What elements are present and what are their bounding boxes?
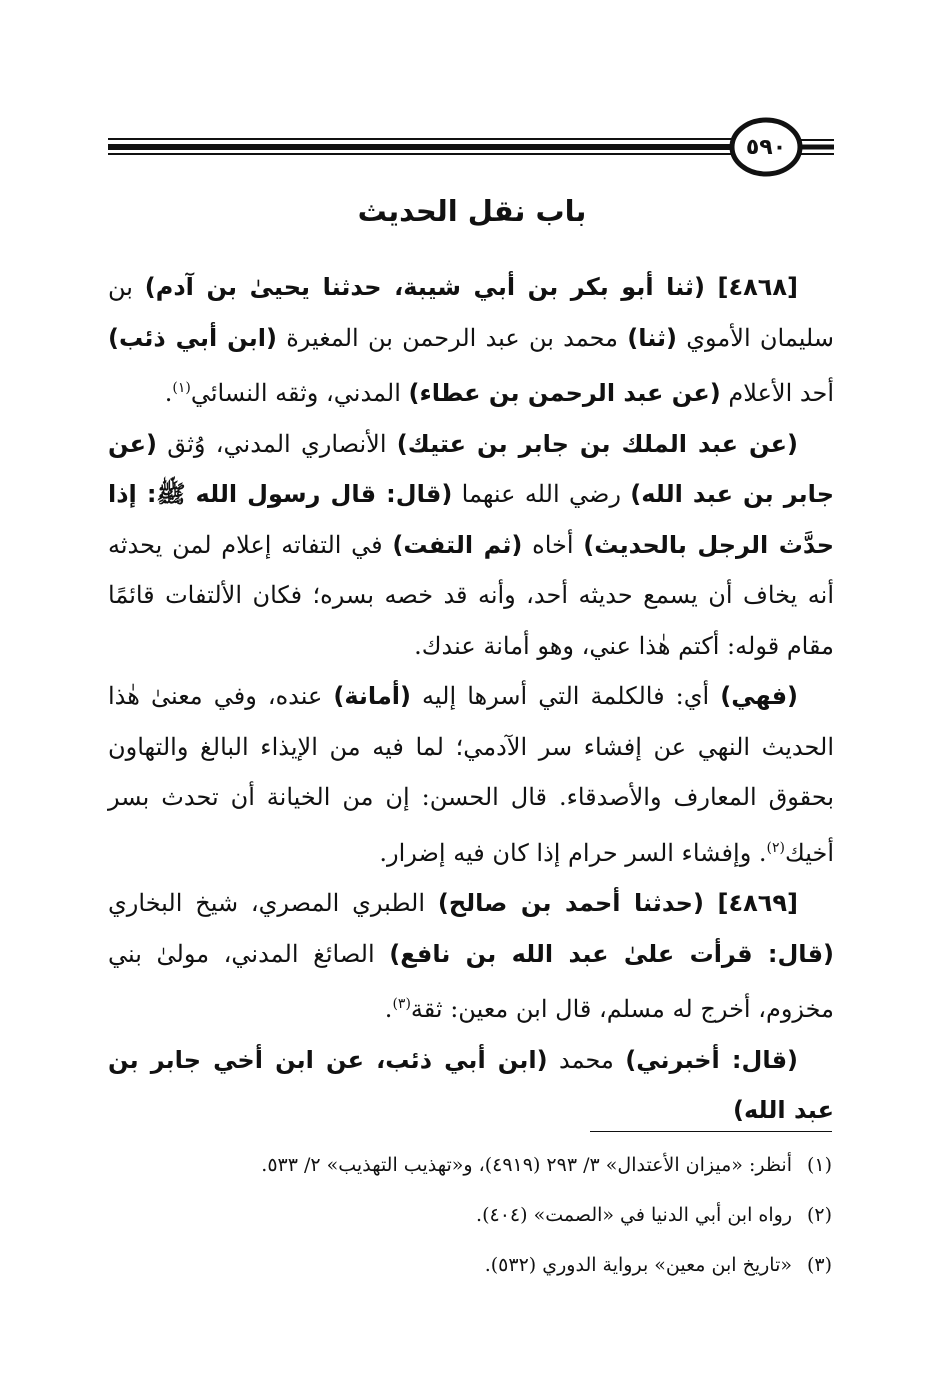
text-run: بن سليمان الأموي: [108, 273, 834, 352]
bold-text: (قال: أخبرني): [625, 1045, 799, 1074]
text-run: الطبري المصري، شيخ البخاري: [108, 889, 438, 917]
footnote-ref: (١): [172, 380, 191, 396]
paragraph: [108, 671, 834, 878]
footnote: [120, 1190, 832, 1240]
bold-text: (فهي): [720, 682, 799, 710]
footnote: [120, 1240, 832, 1290]
text-run: أي: فالكلمة التي أسرها إليه: [411, 682, 721, 710]
paragraph: [108, 878, 834, 1035]
text-run: محمد بن عبد الرحمن بن المغيرة: [276, 323, 628, 352]
bold-text: (ثنا): [627, 323, 677, 352]
text-run: المدني، وثقه النسائي: [190, 379, 409, 407]
footnote-number: (٢): [806, 1204, 832, 1226]
bold-text: (عن عبد الملك بن جابر بن عتيك): [396, 429, 798, 458]
text-run: في التفاته إعلام لمن يحدثه أنه يخاف أن يسمع حديثه أحد، وأنه قد خصه بسره؛ فكان الألتفات قائمًا مقام قوله: أكتم هٰذا عني، وهو أمانة عندك.: [108, 530, 834, 660]
footnote-text: «تاريخ ابن معين» برواية الدوري (٥٣٢).: [484, 1254, 792, 1276]
bold-text: (قال: قرأت علىٰ عبد الله بن نافع): [389, 939, 834, 968]
footnote-number: (٣): [806, 1254, 832, 1276]
footnote: [120, 1140, 832, 1190]
footnote-text: أنظر: «ميزان الأعتدال» ٣/ ٢٩٣ (٤٩١٩)، و«تهذيب التهذيب» ٢/ ٥٣٣.: [261, 1154, 792, 1176]
bold-text: (ابن أبي ذئب، عن ابن أخي جابر بن عبد الله): [108, 1045, 834, 1124]
text-run: محمد: [547, 1045, 626, 1074]
footnote-ref: (٢): [766, 839, 786, 856]
bold-text: (عن جابر بن عبد الله): [108, 429, 834, 508]
bold-text: (أمانة): [333, 682, 411, 710]
text-run: . وإفشاء السر حرام إذا كان فيه إضرار.: [379, 838, 767, 867]
chapter-title: باب نقل الحديث: [357, 194, 587, 228]
footnote-number: (١): [806, 1154, 832, 1176]
text-run: الصائغ المدني، مولىٰ بني مخزوم، أخرج له مسلم، قال ابن معين: ثقة: [108, 939, 834, 1023]
text-run: رضي الله عنهما: [452, 480, 631, 508]
bold-text: (ثم التفت): [392, 530, 523, 559]
paragraph: [108, 419, 834, 672]
text-run: عنده، وفي معنىٰ هٰذا الحديث النهي عن إفشاء سر الآدمي؛ لما فيه من الإيذاء البالغ والتهاون بحقوق المعارف والأصدقاء. قال الحسن: إن من الخيانة أن تحدث بسر أخيك: [108, 682, 834, 867]
bold-text: (قال: قال رسول الله ﷺ: إذا حدَّث الرجل بالحديث): [108, 480, 834, 559]
paragraph: [108, 262, 834, 419]
footnote-text: رواه ابن أبي الدنيا في «الصمت» (٤٠٤).: [476, 1204, 792, 1226]
footnote-ref: (٣): [392, 996, 411, 1012]
bold-text: (عن عبد الرحمن بن عطاء): [408, 379, 721, 407]
page-number: ٥٩٠: [745, 134, 787, 160]
text-run: .: [164, 379, 173, 407]
footnote-separator: [590, 1131, 832, 1132]
bold-text: [٤٨٦٨] (ثنا أبو بكر بن أبي شيبة، حدثنا يحيىٰ بن آدم): [144, 273, 799, 301]
text-run: .: [384, 995, 393, 1023]
bold-text: [٤٨٦٩] (حدثنا أحمد بن صالح): [437, 889, 799, 917]
footnotes: [120, 1140, 832, 1290]
text-run: الأنصاري المدني، وُثق: [156, 429, 397, 458]
body-text: [108, 262, 834, 1136]
bold-text: (ابن أبي ذئب): [108, 323, 277, 352]
text-run: أحد الأعلام: [720, 379, 834, 407]
text-run: أخاه: [522, 530, 584, 559]
paragraph: [108, 1035, 834, 1136]
